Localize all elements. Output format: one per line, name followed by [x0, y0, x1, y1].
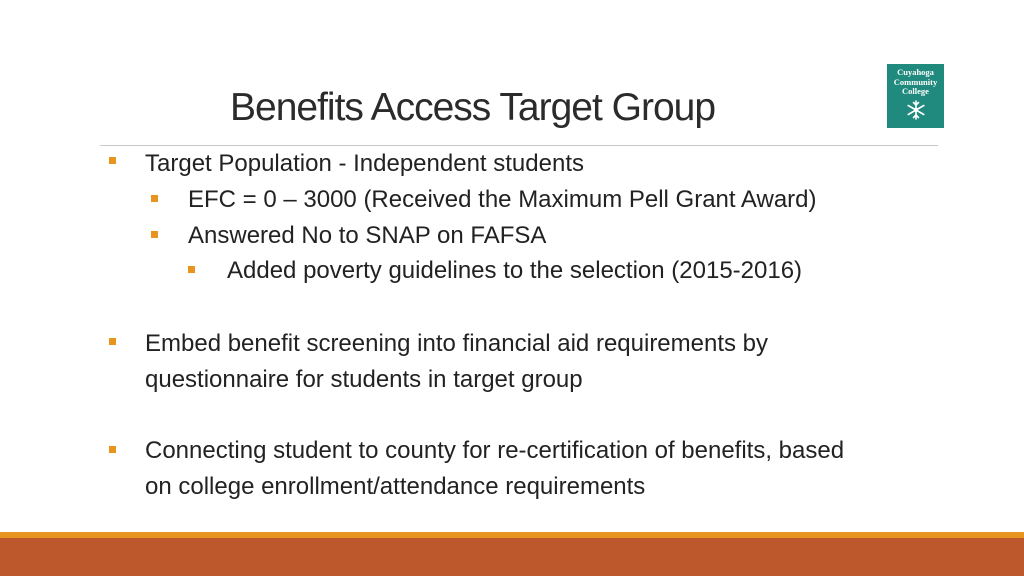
college-logo	[887, 64, 944, 128]
bullet-item: EFC = 0 – 3000 (Received the Maximum Pell Grant Award)	[188, 186, 817, 213]
bullet-item: Answered No to SNAP on FAFSA	[188, 222, 547, 249]
bullet-marker	[151, 195, 158, 202]
bullet-continuation: on college enrollment/attendance requirements	[145, 473, 646, 500]
snowflake-emblem-icon	[905, 99, 927, 121]
footer-bar	[0, 538, 1024, 576]
bullet-marker	[109, 338, 116, 345]
bullet-marker	[109, 446, 116, 453]
bullet-item: Target Population - Independent students	[145, 150, 584, 177]
bullet-item: Added poverty guidelines to the selection (2015-2016)	[227, 257, 803, 284]
logo-line-2: Community	[893, 76, 938, 87]
slide-title: Benefits Access Target Group	[230, 86, 716, 129]
bullet-marker	[188, 266, 195, 273]
bullet-continuation: questionnaire for students in target group	[145, 366, 583, 393]
logo-line-1: Cuyahoga	[897, 67, 934, 77]
bullet-marker	[109, 157, 116, 164]
bullet-item: Embed benefit screening into financial aid requirements by	[145, 330, 769, 357]
bullet-marker	[151, 231, 158, 238]
bullet-item: Connecting student to county for re-certification of benefits, based	[145, 437, 845, 464]
logo-line-3: College	[902, 86, 929, 96]
